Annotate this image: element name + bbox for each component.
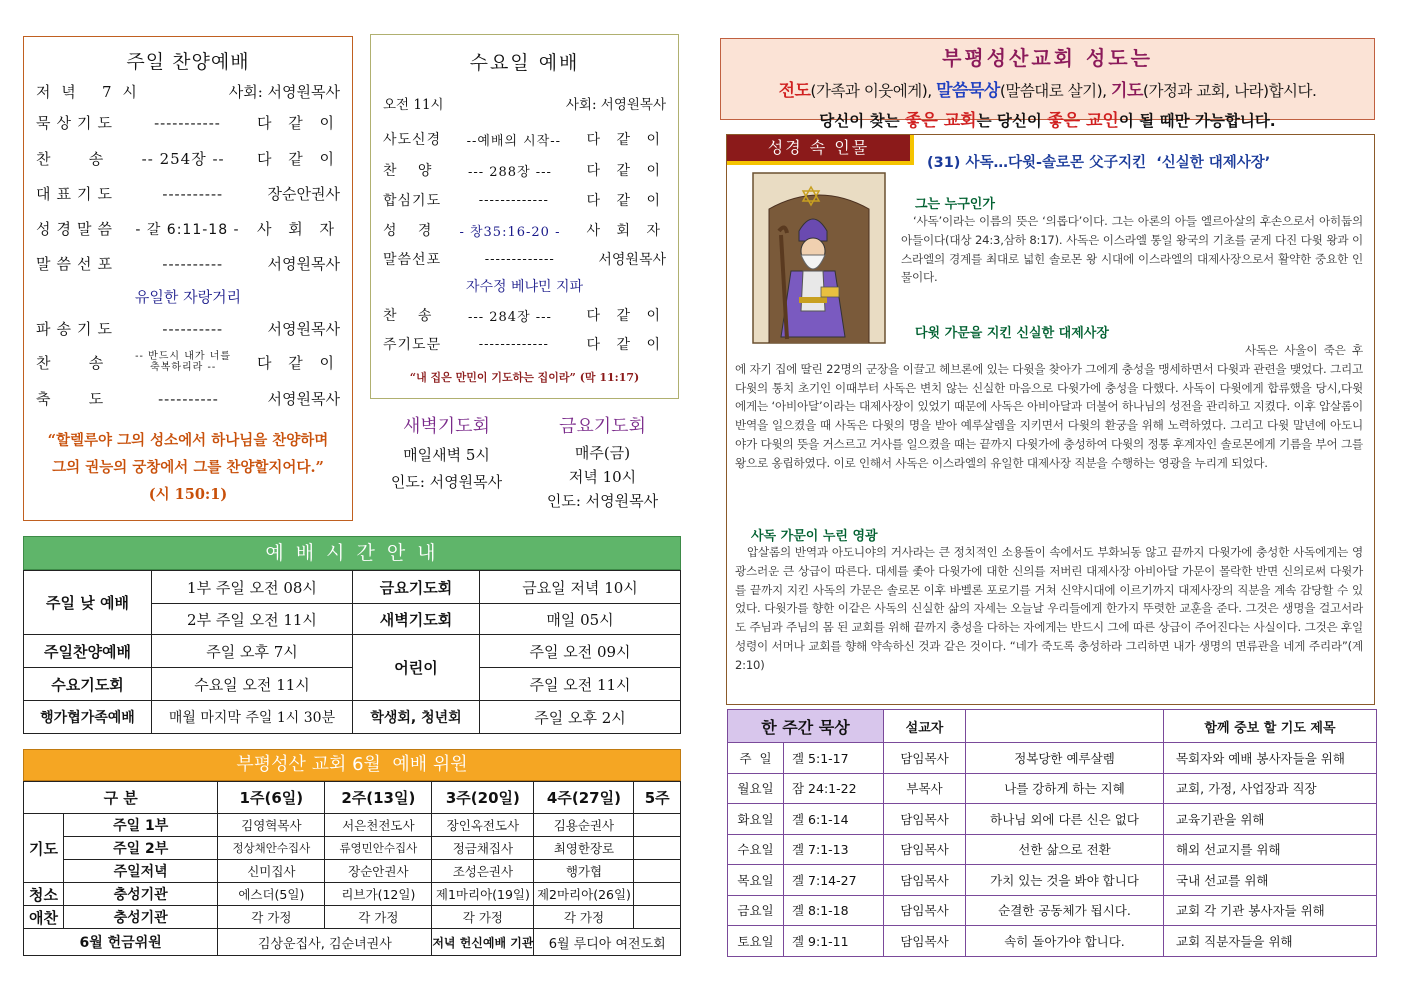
order-right: 다 같 이	[256, 114, 340, 132]
committee-clean-sub: 충성기관	[64, 883, 218, 906]
schedule-table	[23, 570, 681, 734]
committee-prayer-label: 기도	[24, 814, 64, 883]
order-right: 다 같 이	[586, 193, 666, 209]
order-label: 말씀선포	[383, 252, 442, 268]
sec1-text: ‘사독’이라는 이름의 뜻은 ‘의롭다’이다. 그는 아론의 아들 엘르아살의 후손으로서 아히둡의 아들이다(대상 24:3,삼하 8:17). 사독은 이스라엘 통일 왕국의 기초를 굳게 다진 다윗 왕과 이스라엘의 경계를 최대로 넓힌 솔로몬 왕 시대에 이스라엘의 대제사장으로서 활약한 중요한 인물이다.	[901, 214, 1363, 285]
order-middle: ----------	[158, 389, 219, 408]
wednesday-worship-box	[370, 34, 679, 399]
weekly-preacher: 담임목사	[884, 743, 966, 774]
weekly-theme: 선한 삶으로 전환	[966, 834, 1164, 865]
order-label: 주기도문	[383, 337, 442, 353]
weekly-preacher: 부목사	[884, 773, 966, 804]
committee-head-3: 3주(20일)	[432, 782, 534, 814]
committee-row-label: 주일 1부	[64, 814, 218, 837]
wed-time-row	[383, 93, 666, 113]
weekly-ref: 겔 5:1-17	[784, 743, 884, 774]
order-label: 찬 송	[36, 353, 110, 372]
weekly-day: 월요일	[728, 773, 784, 804]
sched-friday: 금요기도회	[353, 571, 480, 604]
order-middle: --- 288장 ---	[467, 164, 552, 180]
order-right: 서영원목사	[267, 390, 340, 408]
order-right: 다 같 이	[256, 150, 340, 168]
order-middle: -- 254장 --	[141, 150, 225, 168]
weekly-day: 목요일	[728, 865, 784, 896]
order-row	[383, 190, 666, 210]
committee-evening-label: 저녁 헌신예배 기관	[432, 929, 534, 956]
banner-text: (가족과 이웃에게),	[810, 82, 937, 100]
weekly-row	[728, 743, 1377, 774]
order-label: 대표기도	[36, 185, 118, 203]
committee-praise-label: 애찬	[24, 906, 64, 929]
weekly-theme: 정복당한 예루살렘	[966, 743, 1164, 774]
sec3-text: 압살롬의 반역과 아도니야의 거사라는 큰 정치적인 소용돌이 속에서도 부화뇌동 않고 끝까지 다윗가에 충성한 사독에게는 영광스러운 큰 상급이 따른다. 대세를 좇아 다윗가에 대한 신의를 저버린 대제사장 아비아달 가문이 몰락한 반면 신의로써 다윗가를 끝까지 지킨 사독의 가문은 솔로몬 이후 바벨론 포로기를 거쳐 신약시대에 이르기까지 대제사장의 직분을 계속 감당할 수 있었다. 다윗가를 향한 이같은 사독의 신실한 삶의 자세는 오늘날 우리들에게 한가지 뚜렷한 교훈을 준다. 그것은 생명을 걸고서라도 주님과 주님의 몸 된 교회를 위해 끝까지 충성을 다하는 자에게는 반드시 그에 따른 상급이 주어진다는 사실이다. 그것은 후일 성령이 서머나 교회를 향해 약속하신 것과 같은 것이다. “네가 죽도록 충성하라 그리하면 내가 생명의 면류관을 네게 주리라”(계 2:10)	[735, 545, 1363, 672]
weekly-ref: 잠 24:1-22	[784, 773, 884, 804]
sched-family: 행가협가족예배	[24, 701, 152, 734]
committee-head-4: 4주(27일)	[534, 782, 634, 814]
committee-cell: 신미집사	[218, 860, 325, 883]
weekly-day: 금요일	[728, 895, 784, 926]
dawn-prayer-leader: 인도: 서영원목사	[390, 473, 503, 491]
order-middle: - 창35:16-20 -	[459, 224, 561, 240]
committee-row-label: 주일 2부	[64, 837, 218, 860]
committee-cell: 정금채집사	[432, 837, 534, 860]
committee-cell: 서은천전도사	[325, 814, 432, 837]
committee-head-2: 2주(13일)	[325, 782, 432, 814]
bible-person-box	[726, 134, 1375, 705]
sec1-title: 그는 누구인가	[915, 197, 995, 212]
committee-head-1: 1주(6일)	[218, 782, 325, 814]
order-middle: --예배의 시작--	[466, 133, 562, 149]
banner-title: 부평성산교회 성도는	[942, 46, 1153, 70]
weekly-day: 주 일	[728, 743, 784, 774]
sched-first: 1부 주일 오전 08시	[152, 571, 353, 604]
sched-friday-time: 금요일 저녁 10시	[480, 571, 681, 604]
weekly-row	[728, 804, 1377, 835]
order-row	[36, 253, 340, 274]
banner-good-church: 좋은 교회	[904, 111, 977, 131]
weekly-col-preacher: 설교자	[884, 710, 966, 743]
sched-sunday-praise-time: 주일 오후 7시	[152, 635, 353, 668]
weekly-prayer: 교회, 가정, 사업장과 직장	[1164, 773, 1377, 804]
committee-cell: 리브가(12일)	[325, 883, 432, 906]
sched-wednesday-time: 수요일 오전 11시	[152, 668, 353, 701]
committee-cell	[634, 814, 681, 837]
committee-cell: 각 가정	[432, 906, 534, 929]
weekly-day: 토요일	[728, 926, 784, 957]
order-row	[36, 183, 340, 204]
sunday-sermon-title: 유일한 자랑거리	[134, 288, 242, 306]
order-middle: - 갈 6:11-18 -	[135, 221, 240, 238]
weekly-prayer: 국내 선교를 위해	[1164, 865, 1377, 896]
order-right: 다 같 이	[256, 353, 340, 372]
order-row	[36, 318, 340, 339]
dawn-prayer-time: 매일새벽 5시	[403, 446, 490, 464]
committee-cell: 각 가정	[218, 906, 325, 929]
weekly-ref: 겔 6:1-14	[784, 804, 884, 835]
weekly-prayer: 목회자와 예배 봉사자들을 위해	[1164, 743, 1377, 774]
order-row	[36, 112, 340, 133]
order-middle: -- 반드시 내가 너를 축복하리라 --	[135, 351, 232, 373]
committee-cell	[634, 837, 681, 860]
weekly-table	[727, 709, 1377, 957]
weekly-preacher: 담임목사	[884, 865, 966, 896]
committee-cell: 각 가정	[534, 906, 634, 929]
committee-cell: 제2마리아(26일)	[534, 883, 634, 906]
order-middle: -------------	[478, 192, 549, 208]
order-middle: ----------	[162, 254, 224, 273]
sched-children-time1: 주일 오전 09시	[480, 635, 681, 668]
sched-wednesday: 수요기도회	[24, 668, 152, 701]
order-right: 다 같 이	[586, 132, 666, 148]
order-label: 사도신경	[383, 132, 442, 148]
committee-head-0: 구 분	[24, 782, 218, 814]
banner-text: 는 당신이	[976, 112, 1048, 130]
weekly-row	[728, 834, 1377, 865]
order-right: 장순안권사	[267, 185, 340, 203]
weekly-prayer: 교육기관을 위해	[1164, 804, 1377, 835]
committee-head-5: 5주	[634, 782, 681, 814]
committee-cell: 류영민안수집사	[325, 837, 432, 860]
banner-text: 이 될 때만 가능합니다.	[1118, 112, 1276, 130]
bible-person-tag-text: 성경 속 인물	[767, 138, 870, 157]
weekly-prayer: 해외 선교지를 위해	[1164, 834, 1377, 865]
wednesday-worship-title: 수요일 예배	[469, 52, 580, 74]
sched-youth: 학생회, 청년회	[353, 701, 480, 734]
order-label: 성경말씀	[36, 220, 118, 238]
sunday-time: 저 녁 7 시	[36, 83, 140, 101]
sched-family-time: 매월 마지막 주일 1시 30분	[152, 701, 353, 734]
sec2-title: 다윗 가문을 지킨 신실한 대제사장	[915, 326, 1109, 341]
sched-second: 2부 주일 오전 11시	[152, 604, 353, 635]
committee-evening-value: 6월 루디아 여전도회	[534, 929, 681, 956]
weekly-col-prayer: 함께 중보 할 기도 제목	[1164, 710, 1377, 743]
wed-leader: 사회: 서영원목사	[565, 97, 666, 113]
committee-cell: 최영한장로	[534, 837, 634, 860]
committee-cell: 장순안권사	[325, 860, 432, 883]
order-right: 사 회 자	[256, 220, 340, 238]
sched-dawn-time: 매일 05시	[480, 604, 681, 635]
committee-cell: 김용순권사	[534, 814, 634, 837]
order-row	[36, 218, 340, 239]
order-right: 다 같 이	[586, 308, 666, 324]
weekly-row	[728, 895, 1377, 926]
order-row	[383, 305, 666, 325]
committee-clean-label: 청소	[24, 883, 64, 906]
sched-sunday-praise: 주일찬양예배	[24, 635, 152, 668]
weekly-preacher: 담임목사	[884, 804, 966, 835]
order-middle: -------------	[478, 336, 549, 352]
committee-table	[23, 781, 681, 956]
banner-text: 당신이 찾는	[819, 112, 905, 130]
friday-prayer-time: 저녁 10시	[568, 468, 637, 486]
order-middle: ----------	[162, 184, 224, 203]
order-label: 파송기도	[36, 320, 118, 338]
weekly-day: 수요일	[728, 834, 784, 865]
order-middle: --- 284장 ---	[467, 309, 552, 325]
schedule-title: 예 배 시 간 안 내	[265, 542, 439, 564]
banner-line2	[721, 106, 1374, 131]
order-right: 다 같 이	[586, 163, 666, 179]
order-right: 다 같 이	[586, 337, 666, 353]
weekly-row	[728, 865, 1377, 896]
order-row	[36, 148, 340, 169]
order-row	[383, 220, 666, 240]
sched-youth-time: 주일 오후 2시	[480, 701, 681, 734]
committee-cell	[634, 860, 681, 883]
sunday-time-row	[36, 81, 340, 102]
church-banner	[720, 38, 1375, 131]
order-label: 말씀선포	[36, 255, 118, 273]
order-right: 서영원목사	[267, 320, 340, 338]
banner-line1	[721, 76, 1374, 101]
order-middle: -----------	[154, 113, 221, 132]
committee-cell: 정상채안수집사	[218, 837, 325, 860]
sched-children-time2: 주일 오전 11시	[480, 668, 681, 701]
weekly-theme: 나를 강하게 하는 지혜	[966, 773, 1164, 804]
order-row	[36, 351, 340, 373]
committee-cell: 각 가정	[325, 906, 432, 929]
weekly-theme: 가치 있는 것을 봐야 합니다	[966, 865, 1164, 896]
committee-cell: 에스더(5일)	[218, 883, 325, 906]
committee-header	[23, 749, 681, 781]
weekly-ref: 겔 9:1-11	[784, 926, 884, 957]
wed-verse: “내 집은 만민이 기도하는 집이라” (막 11:17)	[409, 371, 640, 384]
committee-title: 부평성산 교회 6월 예배 위원	[236, 754, 468, 775]
weekly-row	[728, 773, 1377, 804]
weekly-theme: 하나님 외에 다른 신은 없다	[966, 804, 1164, 835]
order-right: 서영원목사	[267, 255, 340, 273]
weekly-theme: 속히 돌아가야 합니다.	[966, 926, 1164, 957]
committee-praise-sub: 충성기관	[64, 906, 218, 929]
sched-children: 어린이	[353, 635, 480, 701]
weekly-day: 화요일	[728, 804, 784, 835]
weekly-ref: 겔 8:1-18	[784, 895, 884, 926]
weekly-ref: 겔 7:1-13	[784, 834, 884, 865]
weekly-ref: 겔 7:14-27	[784, 865, 884, 896]
order-label: 찬 송	[383, 308, 434, 324]
committee-cell: 행가협	[534, 860, 634, 883]
friday-prayer	[530, 412, 675, 511]
friday-prayer-day: 매주(금)	[574, 444, 631, 462]
sec3-title: 사독 가문이 누린 영광	[751, 529, 878, 544]
sunday-verse: “할렐루야 그의 성소에서 하나님을 찬양하며 그의 권능의 궁창에서 그를 찬양할지어다.” (시 150:1)	[47, 432, 329, 503]
bible-person-tag	[727, 135, 914, 165]
committee-offering-label: 6월 헌금위원	[24, 929, 218, 956]
wed-time: 오전 11시	[383, 97, 444, 113]
friday-prayer-title: 금요기도회	[559, 416, 646, 437]
weekly-prayer: 교회 각 기관 봉사자들 위해	[1164, 895, 1377, 926]
banner-text: (가정과 교회, 나라)합시다.	[1142, 82, 1317, 100]
friday-prayer-leader: 인도: 서영원목사	[546, 492, 659, 510]
zadok-illustration	[751, 171, 887, 345]
sec2-text: 사독은 사울이 죽은 후에 자기 집에 딸린 22명의 군장을 이끌고 헤브론에 있는 다윗을 찾아가 그에게 충성을 맹세하면서 다윗과 관련을 맺었다. 그리고 다윗의 통치 초기인 이때부터 사독은 변치 않는 신실한 마음으로 다윗가에 충성을 다했다. 사독이 다윗에게 합류했을 당시,다윗에게는 ‘아비아달’이라는 대제사장이 있었기 때문에 사독은 아비아달과 더불어 하나님의 성전을 관리하고 지켰다. 이후 압살롬이 반역을 일으켰을 때 사독은 다윗의 명을 받아 예루살렘을 지키면서 다윗의 환궁을 위해 노력하였다. 그리고 다윗 말년에 아도니야가 다윗의 뜻을 거스르고 거사를 일으켰을 때는 끝까지 다윗가에 충성하여 다윗의 정통 후계자인 솔로몬에게 기름을 부어 그를 왕으로 옹립하였다. 이로 인해서 사독은 이스라엘의 유일한 대제사장 직분을 수행하는 영광을 누리게 되었다.	[735, 343, 1363, 470]
sunday-worship-box	[23, 36, 353, 521]
sunday-worship-title: 주일 찬양예배	[126, 51, 250, 73]
committee-offering-names: 김상운집사, 김순녀권사	[218, 929, 432, 956]
weekly-col-blank	[966, 710, 1164, 743]
order-label: 찬 양	[383, 163, 434, 179]
order-row	[383, 334, 666, 354]
sunday-day-label: 주일 낮 예배	[24, 571, 152, 635]
banner-evangelism: 전도	[778, 81, 811, 101]
committee-cell	[634, 906, 681, 929]
committee-cell	[634, 883, 681, 906]
sunday-leader: 사회: 서영원목사	[228, 83, 340, 101]
order-row	[383, 160, 666, 180]
dawn-prayer	[374, 412, 519, 492]
weekly-row	[728, 926, 1377, 957]
order-label: 성 경	[383, 223, 434, 239]
dawn-prayer-title: 새벽기도회	[403, 416, 490, 437]
order-row	[383, 249, 666, 269]
order-row	[383, 129, 666, 149]
weekly-theme: 순결한 공동체가 됩시다.	[966, 895, 1164, 926]
order-middle: -------------	[484, 251, 555, 267]
weekly-prayer: 교회 직분자들을 위해	[1164, 926, 1377, 957]
order-middle: ----------	[162, 319, 224, 338]
sched-dawn: 새벽기도회	[353, 604, 480, 635]
banner-meditation: 말씀묵상	[936, 81, 1000, 101]
committee-cell: 김영혁목사	[218, 814, 325, 837]
committee-cell: 제1마리아(19일)	[432, 883, 534, 906]
schedule-header	[23, 536, 681, 570]
weekly-title: 한 주간 묵상	[728, 710, 884, 743]
weekly-preacher: 담임목사	[884, 926, 966, 957]
committee-row-label: 주일저녁	[64, 860, 218, 883]
order-row	[36, 388, 340, 409]
committee-cell: 조성은권사	[432, 860, 534, 883]
order-right: 서영원목사	[598, 252, 666, 268]
bible-person-title: (31) 사독…다윗-솔로몬 父子지킨 ‘신실한 대제사장’	[927, 155, 1271, 171]
order-right: 사 회 자	[586, 223, 666, 239]
order-label: 축 도	[36, 390, 110, 408]
banner-prayer: 기도	[1111, 81, 1143, 101]
banner-good-member: 좋은 교인	[1047, 111, 1119, 131]
banner-text: (말씀대로 살기),	[999, 82, 1112, 100]
order-label: 찬 송	[36, 150, 110, 168]
weekly-preacher: 담임목사	[884, 834, 966, 865]
wed-sermon-title: 자수정 베냐민 지파	[465, 279, 584, 295]
order-label: 묵상기도	[36, 114, 118, 132]
order-label: 합심기도	[383, 193, 442, 209]
weekly-preacher: 담임목사	[884, 895, 966, 926]
committee-cell: 장인옥전도사	[432, 814, 534, 837]
